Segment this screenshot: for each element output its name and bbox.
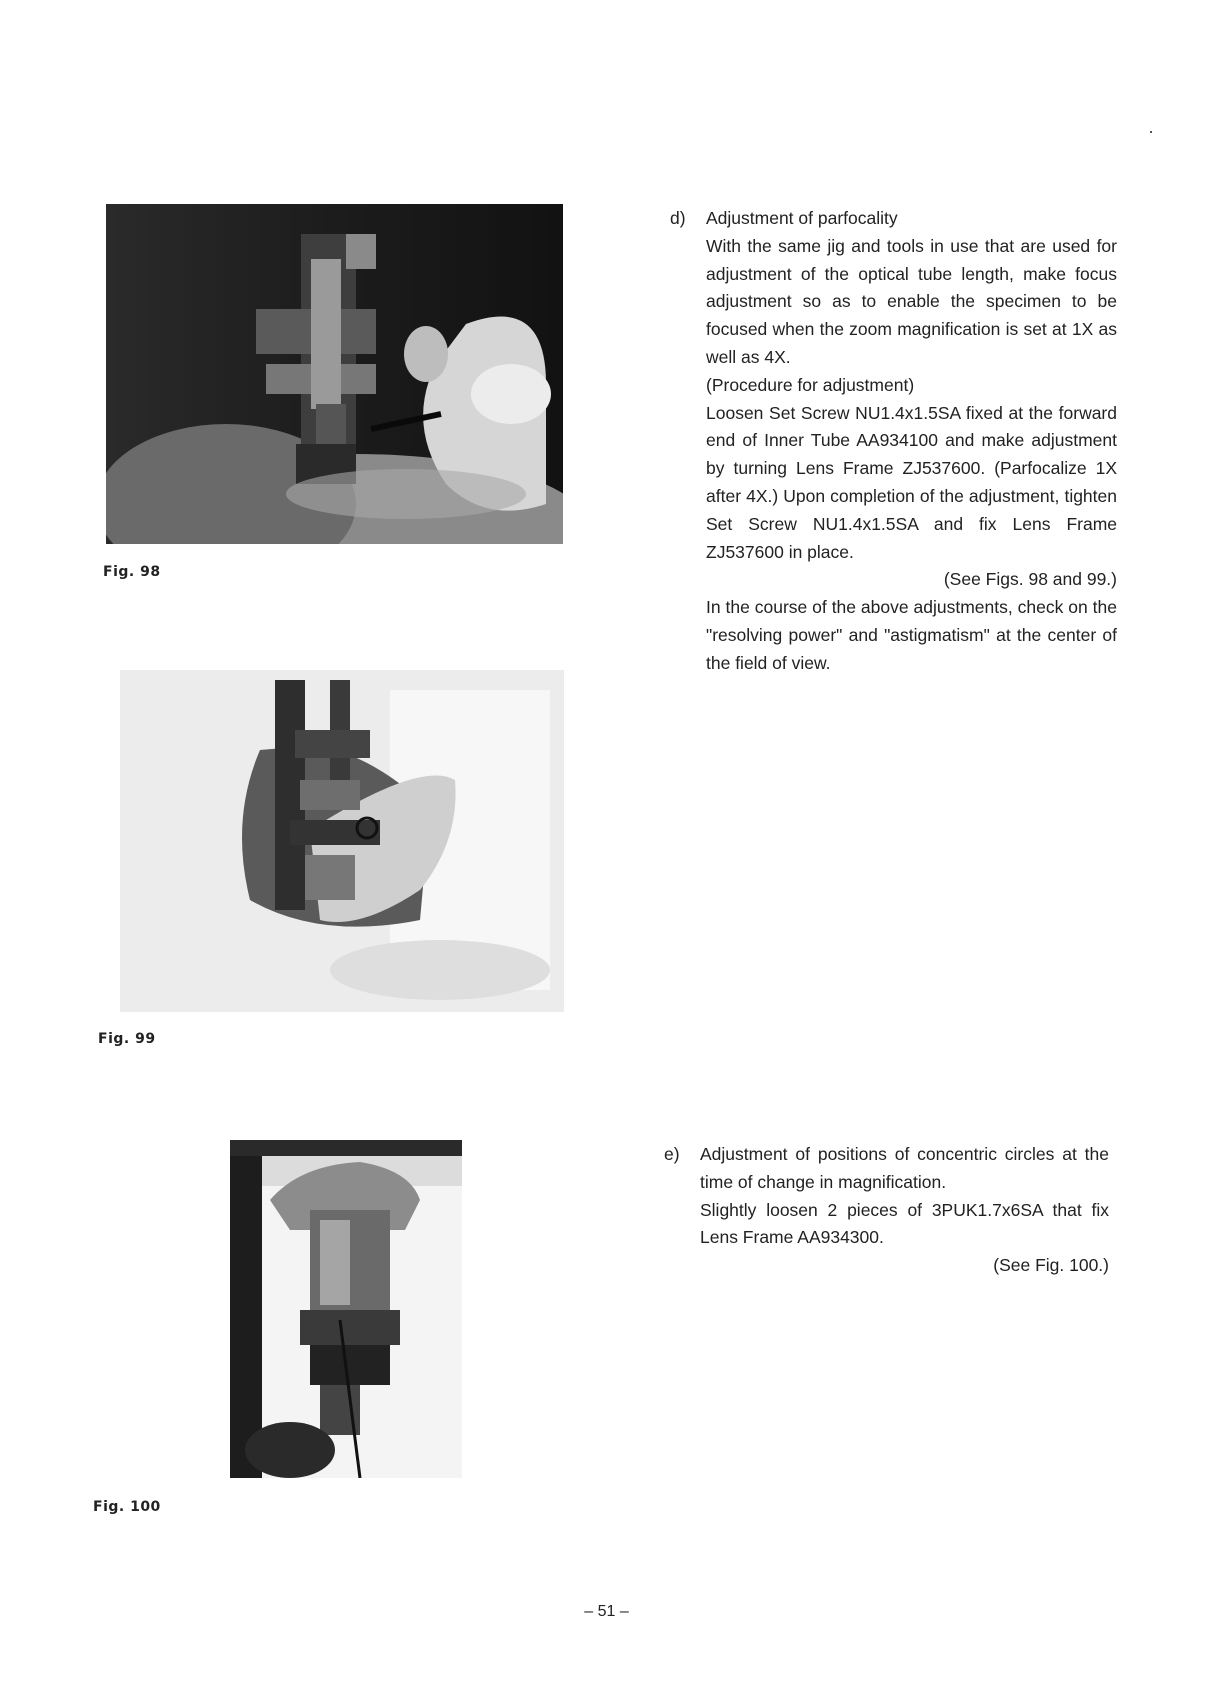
section-d [670, 205, 1117, 678]
section-d-paragraph-3: In the course of the above adjustments, check on the "resolving power" and "astigmatism" at the center of the field of view. [706, 597, 1117, 673]
section-d-procedure-heading: (Procedure for adjustment) [706, 374, 915, 395]
section-d-marker: d) [670, 208, 686, 228]
scan-speck [1150, 131, 1152, 133]
figure-100-photo [230, 1140, 462, 1478]
section-e-marker: e) [664, 1144, 680, 1164]
section-d-reference: (See Figs. 98 and 99.) [943, 569, 1117, 590]
section-e-paragraph-1: Slightly loosen 2 pieces of 3PUK1.7x6SA that fix Lens Frame AA934300. [700, 1199, 1109, 1248]
figure-98-caption: Fig. 98 [103, 564, 161, 580]
section-e [664, 1141, 1109, 1280]
section-d-heading: Adjustment of parfocality [706, 208, 898, 228]
page-number: – 51 – [584, 1603, 629, 1620]
figure-98-photo [106, 204, 563, 544]
section-d-paragraph-1: With the same jig and tools in use that are used for adjustment of the optical tube length, make focus adjustment so as to enable the specimen to be focused when the zoom magnification is set at 1X as well as 4X. [706, 235, 1117, 367]
figure-99-photo [120, 670, 564, 1012]
figure-99-caption: Fig. 99 [98, 1031, 156, 1047]
section-e-heading: Adjustment of positions of concentric circles at the time of change in magnification. [700, 1144, 1109, 1192]
section-d-paragraph-2: Loosen Set Screw NU1.4x1.5SA fixed at the forward end of Inner Tube AA934100 and make adjustment by turning Lens Frame ZJ537600. (Parfocalize 1X after 4X.) Upon completion of the adjustment, tighten Set Screw NU1.4x1.5SA and fix Lens Frame ZJ537600 in place. [706, 402, 1117, 562]
figure-100-caption: Fig. 100 [93, 1499, 161, 1515]
section-e-reference: (See Fig. 100.) [993, 1255, 1109, 1276]
section-d-header [670, 205, 1117, 233]
section-e-header [664, 1141, 1109, 1197]
